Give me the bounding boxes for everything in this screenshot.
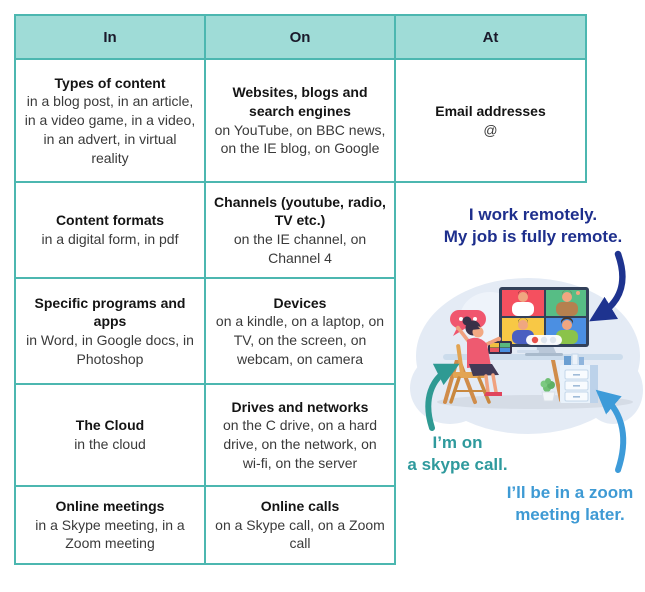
cell-examples: on a Skype call, on a Zoom call	[215, 516, 385, 552]
table-row	[15, 182, 395, 278]
cell-on-devices	[205, 278, 395, 384]
cell-title: Channels (youtube, radio, TV etc.)	[214, 193, 386, 229]
cell-examples: in a blog post, in an article, in a video game, in a video, in an advert, in virtual reality	[24, 93, 196, 166]
remote-work-illustration-area	[395, 188, 645, 592]
prepositions-table	[14, 14, 396, 565]
cell-examples: on YouTube, on BBC news, on the IE blog, on Google	[214, 121, 386, 157]
column-header-on: On	[205, 15, 395, 59]
cell-on-online-calls	[205, 486, 395, 564]
cell-title: Online meetings	[55, 497, 165, 514]
cell-in-types-of-content	[15, 59, 205, 182]
annotation-skype-call	[395, 432, 520, 477]
cell-examples: on the IE channel, on Channel 4	[233, 231, 367, 266]
cell-title: The Cloud	[75, 417, 145, 434]
mic-icon	[541, 337, 547, 343]
camera-icon	[550, 337, 556, 343]
cell-on-channels	[205, 182, 395, 278]
cell-title: Websites, blogs and search engines	[232, 84, 368, 119]
annotation-line: I’m on	[432, 433, 483, 452]
cell-title: Online calls	[260, 497, 340, 514]
annotation-line: meeting later.	[515, 505, 625, 525]
table-row	[15, 278, 395, 384]
cell-in-the-cloud	[15, 384, 205, 486]
cell-title: Specific programs and apps	[34, 294, 186, 330]
call-controls	[526, 335, 562, 345]
end-call-icon	[532, 337, 538, 343]
cell-title: Devices	[273, 294, 327, 311]
cell-examples: in the cloud	[74, 436, 146, 452]
cell-examples: in Word, in Google docs, in Photoshop	[26, 332, 194, 367]
cell-title: Types of content	[54, 74, 166, 91]
video-call-monitor	[499, 287, 589, 356]
cell-title: Drives and networks	[231, 398, 369, 415]
cell-title: Content formats	[55, 212, 165, 229]
table-row	[15, 59, 395, 182]
annotation-remote-work	[423, 204, 643, 249]
at-column-table	[394, 14, 587, 183]
cell-in-content-formats	[15, 182, 205, 278]
cell-examples: on a kindle, on a laptop, on TV, on the screen, on webcam, on camera	[215, 313, 385, 367]
annotation-zoom-meeting	[495, 482, 645, 527]
cell-examples: on the C drive, on a hard drive, on the network, on wi-fi, on the server	[222, 417, 378, 471]
cell-in-programs	[15, 278, 205, 384]
table-row	[15, 384, 395, 486]
annotation-line: I work remotely.	[468, 205, 598, 224]
cell-on-drives	[205, 384, 395, 486]
cell-examples: in a Skype meeting, in a Zoom meeting	[35, 516, 185, 552]
column-header-in: In	[15, 15, 205, 59]
table-row	[15, 486, 395, 564]
cell-title: Email addresses	[435, 102, 546, 119]
column-header-at: At	[395, 15, 586, 59]
cell-on-websites	[205, 59, 395, 182]
cell-in-online-meetings	[15, 486, 205, 564]
annotation-line: a skype call.	[407, 455, 508, 475]
annotation-line: My job is fully remote.	[443, 227, 623, 247]
cell-at-email-addresses	[395, 59, 586, 182]
annotation-line: I’ll be in a zoom	[506, 483, 634, 502]
books-on-desk	[517, 347, 539, 353]
cell-examples: in a digital form, in pdf	[41, 231, 179, 247]
cell-examples: @	[483, 121, 498, 138]
table-row	[395, 59, 586, 182]
